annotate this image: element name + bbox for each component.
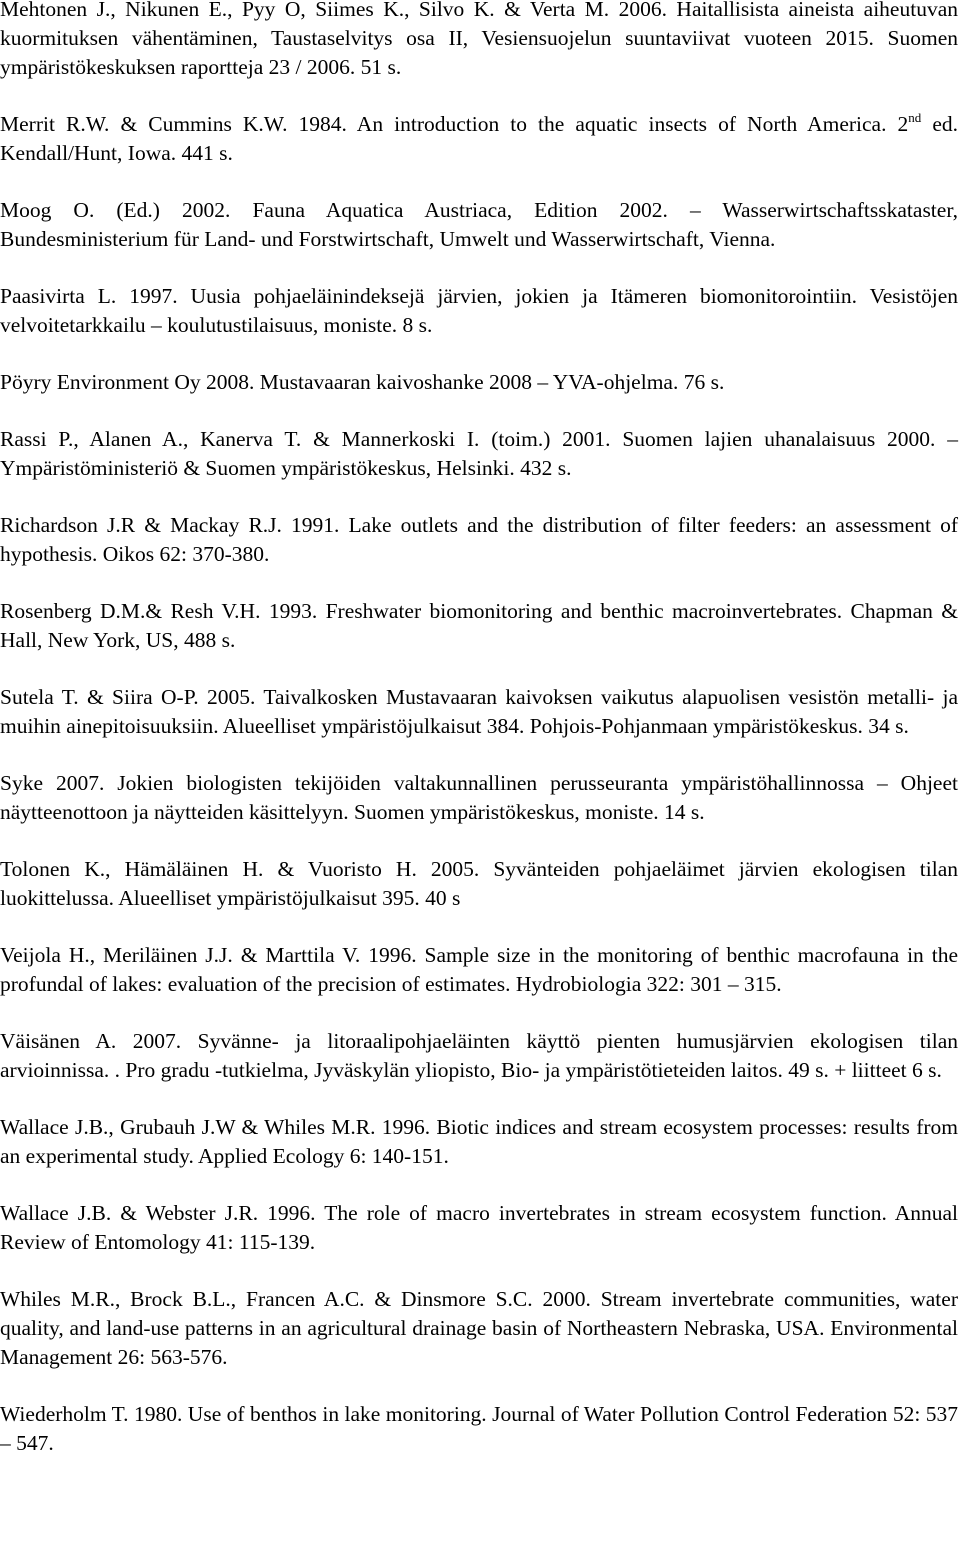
reference-poyry: Pöyry Environment Oy 2008. Mustavaaran kaivoshanke 2008 – YVA-ohjelma. 76 s. [0,370,725,394]
reference-rassi: Rassi P., Alanen A., Kanerva T. & Mannerkoski I. (toim.) 2001. Suomen lajien uhanalaisuus 2000. – Ympäristöministeriö & Suomen ympäristökeskus, Helsinki. 432 s. [0,427,958,480]
reference-wallace-grubauh: Wallace J.B., Grubauh J.W & Whiles M.R. 1996. Biotic indices and stream ecosystem processes: results from an experimental study. Applied Ecology 6: 140-151. [0,1115,958,1168]
reference-wallace-webster: Wallace J.B. & Webster J.R. 1996. The role of macro invertebrates in stream ecosystem function. Annual Review of Entomology 41: 115-139. [0,1201,958,1254]
reference-tolonen: Tolonen K., Hämäläinen H. & Vuoristo H. 2005. Syvänteiden pohjaeläimet järvien ekologisen tilan luokittelussa. Alueelliset ympäristöjulkaisut 395. 40 s [0,857,958,910]
reference-richardson: Richardson J.R & Mackay R.J. 1991. Lake outlets and the distribution of filter feeders: an assessment of hypothesis. Oikos 62: 370-380. [0,513,958,566]
reference-paasivirta: Paasivirta L. 1997. Uusia pohjaeläinindeksejä järvien, jokien ja Itämeren biomonitorointiin. Vesistöjen velvoitetarkkailu – koulutustilaisuus, moniste. 8 s. [0,284,958,337]
reference-syke: Syke 2007. Jokien biologisten tekijöiden valtakunnallinen perusseuranta ympäristöhallinnossa – Ohjeet näytteenottoon ja näytteiden käsittelyyn. Suomen ympäristökeskus, moniste. 14 s. [0,771,958,824]
reference-moog: Moog O. (Ed.) 2002. Fauna Aquatica Austriaca, Edition 2002. – Wasserwirtschaftsskataster, Bundesministerium für Land- und Forstwirtschaft, Umwelt und Wasserwirtschaft, Vienna. [0,198,958,251]
reference-mehtonen: Mehtonen J., Nikunen E., Pyy O, Siimes K., Silvo K. & Verta M. 2006. Haitallisista aineista aiheutuvan kuormituksen vähentäminen, Taustaselvitys osa II, Vesiensuojelun suuntaviivat vuoteen 2015. Suomen ympäristökeskuksen raportteja 23 / 2006. 51 s. [0,0,958,79]
reference-merrit-main: Merrit R.W. & Cummins K.W. 1984. An introduction to the aquatic insects of North America. 2 [0,112,909,136]
reference-vaisanen: Väisänen A. 2007. Syvänne- ja litoraalipohjaeläinten käyttö pienten humusjärvien ekologisen tilan arvioinnissa. . Pro gradu -tutkielma, Jyväskylän yliopisto, Bio- ja ympäristötieteiden laitos. 49 s. + liitteet 6 s. [0,1029,958,1082]
reference-rosenberg: Rosenberg D.M.& Resh V.H. 1993. Freshwater biomonitoring and benthic macroinvertebrates. Chapman & Hall, New York, US, 488 s. [0,599,958,652]
reference-merrit-rest: ed. Kendall/Hunt, Iowa. 441 s. [0,112,958,165]
reference-merrit [0,110,958,168]
reference-veijola: Veijola H., Meriläinen J.J. & Marttila V. 1996. Sample size in the monitoring of benthic macrofauna in the profundal of lakes: evaluation of the precision of estimates. Hydrobiologia 322: 301 – 315. [0,943,958,996]
reference-sutela: Sutela T. & Siira O-P. 2005. Taivalkosken Mustavaaran kaivoksen vaikutus alapuolisen vesistön metalli- ja muihin ainepitoisuuksiin. Alueelliset ympäristöjulkaisut 384. Pohjois-Pohjanmaan ympäristökeskus. 34 s. [0,685,958,738]
ordinal-superscript: nd [908,110,922,125]
reference-whiles: Whiles M.R., Brock B.L., Francen A.C. & Dinsmore S.C. 2000. Stream invertebrate communities, water quality, and land-use patterns in an agricultural drainage basin of Northeastern Nebraska, USA. Environmental Management 26: 563-576. [0,1287,958,1369]
reference-wiederholm: Wiederholm T. 1980. Use of benthos in lake monitoring. Journal of Water Pollution Control Federation 52: 537 – 547. [0,1402,958,1455]
